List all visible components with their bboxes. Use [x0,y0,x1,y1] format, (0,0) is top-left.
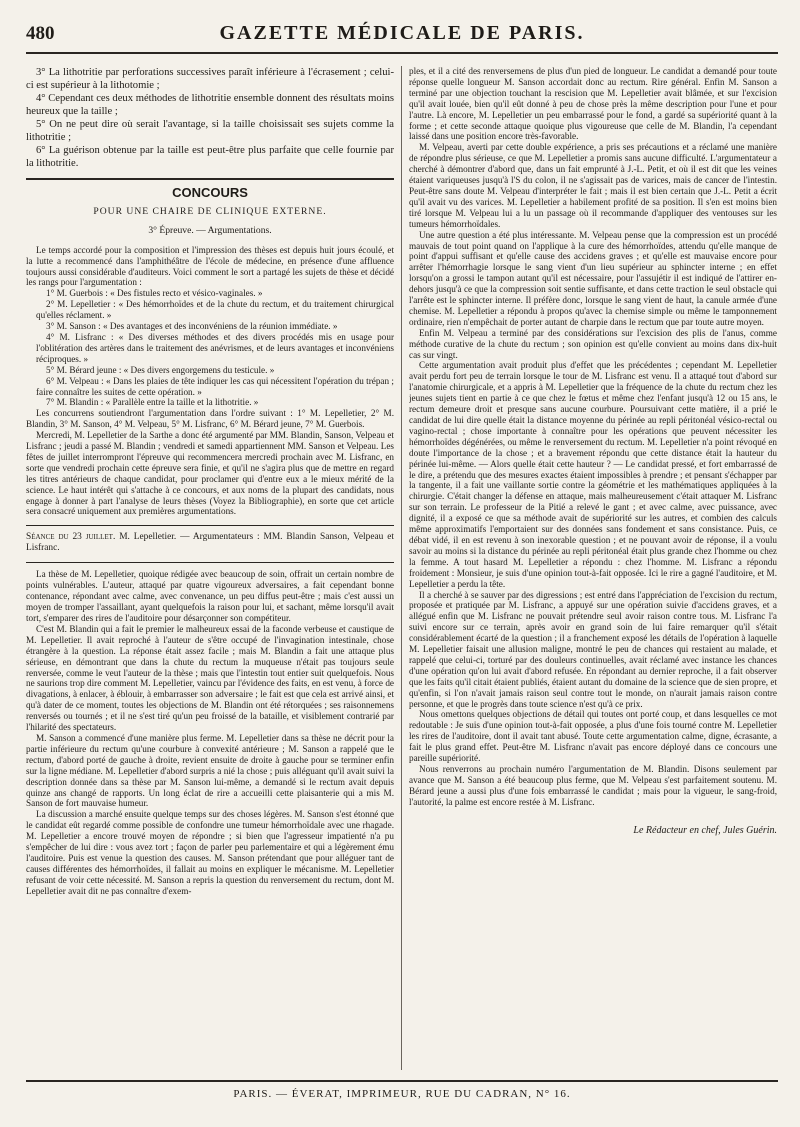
seance-participants: M. Lepelletier. — Argumentateurs : MM. Blandin Sanson, Velpeau et Lisfranc. [26,532,394,554]
left-column [26,66,394,1070]
right-column [409,66,777,1070]
section-divider [26,525,394,526]
conclusion-item: 6° La guérison obtenue par la taille est peut-être plus parfaite que celle fournie par la lithotritie. [26,145,394,169]
mercredi-paragraph: Mercredi, M. Lepelletier de la Sarthe a donc été argumenté par MM. Blandin, Sanson, Velpeau et Lisfranc ; jeudi a passé M. Blandin ; vendredi et samedi appartiennent MM. Sanson et Velpeau. Les fêtes de juillet interrompront l'épreuve qui recommencera mercredi prochain avec M. Lisfranc, en sorte que vendredi prochain cette épreuve sera finie, et qu'il ne s'agira plus que de mettre en regard les titres antérieurs de chaque candidat, pour proclamer qui d'entre eux a le mieux mérité de la science. Le haut intérêt qui s'attache à ce concours, et aux noms de la plupart des candidats, nous engage à donner à part l'analyse de leurs thèses (Voyez la Bibliographie), en sorte que cet article sera consacré uniquement aux premières argumentations. [26,430,394,517]
thesis-subject: 7° M. Blandin : « Parallèle entre la taille et la lithotritie. » [46,397,259,408]
section-heading: CONCOURS [172,185,248,200]
thesis-subject: 3° M. Sanson : « Des avantages et des inconvéniens de la réunion immédiate. » [46,321,338,332]
article-paragraph: M. Sanson a commencé d'une manière plus ferme. M. Lepelletier dans sa thèse ne décrit pour la partie inférieure du rectum qu'une courbure à convexité antérieure ; M. Sanson a rappelé que le rectum, d'abord porté de gauche à droite, revient ensuite de droite à gauche pour se terminer enfin sur la ligne médiane. M. Lepelletier d'abord surpris a nié la chose ; puis alléguant qu'il avait suivi la description donnée dans sa thèse par M. Sanson lui-même, a demandé si le rectum avait depuis quinze ans changé de rapports. Un long éclat de rire a accueilli cette plaisanterie qui a mis M. Sanson de fort mauvaise humeur. [26,732,394,809]
newspaper-page [26,22,778,1110]
editor-signature: Le Rédacteur en chef, Jules Guérin. [633,824,777,836]
thesis-subject: 5° M. Bérard jeune : « Des divers engorgemens du testicule. » [46,364,275,375]
conclusion-item: 4° Cependant ces deux méthodes de lithotritie ensemble donnent des résultats moins heureux que la taille ; [26,93,394,117]
seance-heading [26,532,394,554]
section-divider [26,562,394,563]
article-paragraph: M. Velpeau, averti par cette double expérience, a pris ses précautions et a réclamé une manière de répondre plus sérieuse, ce que M. Lepelletier a promis sans aucune difficulté. L'argumentateur a cherché à démontrer d'abord que, dans un fait emprunté à J.-L. Petit, et où il est dit que les veines étaient variqueuses jusqu'à l'S du colon, il ne s'agissait pas de varices, mais de cancer de l'intestin. Peut-être sans doute M. Velpeau d'interpréter le fait ; mais il est bien certain que J.-L. Petit a écrit qu'il avait vu des varices. M. Lepelletier a habilement profité de sa position. Il s'en est moins bien tiré lorsque M. Velpeau lui a lu un passage où il recommande d'appliquer des ventouses sur les tumeurs hémorrhoïdales. [409,142,777,229]
article-paragraph: La discussion a marché ensuite quelque temps sur des choses légères. M. Sanson s'est étonné que le candidat eût regardé comme possible de confondre une tumeur hémorrhoïdale avec une rhagade. M. Lepelletier a encore trouvé moyen de répondre ; si bien que l'agresseur impatienté n'a pu s'empêcher de lui dire : vous avez tort ; façon de parler peu parlementaire et qui a légèrement ému l'auditoire. Puis est venue la question des causes. M. Sanson prétendant que pour alléguer tant de causes différentes des hémorrhoïdes, il fallait au moins en expliquer le mécanisme. M. Lepelletier refusant de voir cette nécessité. M. Sanson a repris la question du renversement du rectum, dont M. Lepelletier avait dit ne pas connaître d'exem- [26,809,394,896]
thesis-subject: 4° M. Lisfranc : « Des diverses méthodes et des divers procédés mis en usage pour l'oblitération des artères dans le traitement des anévrismes, et de leurs avantages et inconvéniens réciproques. » [36,331,394,364]
section-divider [26,178,394,180]
masthead-title: GAZETTE MÉDICALE DE PARIS. [219,22,585,44]
article-paragraph: Cette argumentation avait produit plus d'effet que les précédentes ; cependant M. Lepelletier avait perdu fort peu de terrain lorsque le tour de M. Lisfranc est venu. Il a attaqué tout d'abord sur l'anatomie chirurgicale, et a appris à M. Lepelletier que la fréquence de la chute du rectum chez les jeunes sujets tient en partie à ce que chez le fœtus et même chez l'enfant jusqu'à 12 ou 15 ans, le rectum demeure droit et presque sans aucune courbure. Poursuivant cette matière, il a prié le candidat de lui dire quelle était la distance moyenne du périnée au repli péritonéal vésico-rectal ou vagino-rectal ; chose importante à connaître pour les opérations que peuvent nécessiter les hémorrhoïdes dégénérées, ou même le renversement du rectum. M. Lepelletier n'a point révoqué en doute l'importance de la chose ; et a bravement répondu que cette distance était la hauteur du périnée lui-même. — Alors quelle était cette hauteur ? — Le candidat pressé, et fort embarrassé de le dire, a prétendu que des mesures exactes étaient impossibles à prendre ; et pensant s'échapper par la tangente, il a fait une vaillante sortie contre la géométrie et les mathématiques appliquées à la chirurgie. C'était changer la défense en attaque, mais malheureusement c'était attaquer M. Lisfranc sur son terrain. Le professeur de la Pitié a relevé le gant ; et avec calme, avec puissance, avec dignité, il a exposé ce que sa méthode avait de supériorité sur les autres, et combien des calculs même approximatifs l'emportaient sur des données sans fondement et sans consistance. Puis, ce débat vidé, il en est revenu à son inexorable question ; et ne pouvant avoir de réponse, il a voulu savoir au moins si la distance du périnée au repli péritonéal était plus grande chez l'homme ou chez la femme. A tout hasard M. Lepelletier a répondu : chez l'homme. M. Lisfranc a répondu froidement : Monsieur, je suis d'une opinion tout-à-fait opposée. Ici le rire a gagné l'auditoire, et M. Lepelletier a perdu la tête. [409,360,777,589]
article-paragraph: Une autre question a été plus intéressante. M. Velpeau pense que la compression est un procédé mauvais de tout point quand on l'applique à la cure des hémorrhoïdes, attendu qu'elle manque de point d'appui suffisant et qu'elle cause des accidens graves ; et qu'elle est mauvaise encore pour arrêter l'hémorrhagie lorsque le sang vient d'un lieu supérieur au sphincter interne ; en effet lorsqu'on a grossi le tampon autant qu'il est nécessaire, pour l'assujétir il est indiqué de l'attirer en-dehors jusqu'à ce que la compression soit sentie suffisante, et dans cette traction le seul obstacle qui l'arrête est le sphincter interne. Il préfère donc, lorsque le sang vient de haut, la canule armée d'une chemise. M. Lepelletier a répondu à propos qu'avec la chemise simple ou même le tamponnement ordinaire, rien n'empêchait de porter autant de charpie dans le rectum que par toute autre moyen. [409,229,777,327]
page-header [26,22,778,54]
conclusions-list [26,66,394,170]
article-paragraph: Nous omettons quelques objections de détail qui toutes ont porté coup, et dans lesquelles ce mot redoutable : Je suis d'une opinion tout-à-fait opposée, a plus d'une fois tourné contre M. Lepelletier les rires de l'auditoire, dont il avait tant abusé. Toute cette argumentation calme, digne, écrasante, a fait le plus grand effet. Peut-être M. Lisfranc n'avait pas encore déployé dans ce concours une pareille supériorité. [409,709,777,764]
page-number: 480 [26,23,55,44]
intro-paragraph: Le temps accordé pour la composition et l'impression des thèses est depuis huit jours écoulé, et la lutte a recommencé dans l'amphithéâtre de l'école de médecine, en présence d'une affluence toujours aussi considérable d'auditeurs. Voici comment le sort a partagé les sujets de thèse et décidé les rangs pour l'argumentation : [26,244,394,288]
conclusion-item: 5° On ne peut dire où serait l'avantage, si la taille choisissait ses sujets comme la lithotritie ; [26,119,394,143]
conclusion-item: 3° La lithotritie par perforations successives paraît inférieure à l'écrasement ; celui-ci est supérieur à la lithotomie ; [26,67,394,91]
epreuve-title: 3° Épreuve. — Argumentations. [148,224,272,236]
article-paragraph: Il a cherché à se sauver par des digressions ; est entré dans l'appréciation de l'excision du rectum, proposée et pratiquée par M. Lisfranc, a appuyé sur une opération suivie d'accidens graves, et a allégué enfin que M. Lisfranc ne pouvait prétendre seul avoir raison contre tous. M. Lisfranc l'a suivi encore sur ce terrain, après avoir en grand soin de lui faire remarquer qu'il s'était considérablement écarté de la question ; il a franchement exposé les détails de l'opération à laquelle M. Lepelletier faisait une allusion maligne, montré le peu de chances qui restaient au malade, et rappelé que celui-ci, torturé par des douleurs continuelles, avait réclamé avec instance les chances d'une opération qu'on lui avait d'abord refusée. En répondant au dernier reproche, il a fait observer que les faits qu'il citait étaient publiés, étaient autant du domaine de la science que de sien propre, et qu'enfin, si l'on n'avait jamais raison seul contre tout le monde, on n'aurait jamais raison contre personne, et que le progrès dans toute science n'est qu'à ce prix. [409,589,777,709]
article-body [26,66,778,1070]
article-paragraph: ples, et il a cité des renversemens de plus d'un pied de longueur. Le candidat a demandé pour toute réponse quelle longueur M. Sanson accordait donc au rectum. Rire général. Enfin M. Sanson a terminé par une objection touchant la rescision que M. Lepelletier avait blâmée, et sur l'excision qu'il avait louée, bien qu'il eût donné à peu de chose près la même description pour l'une et pour l'autre. Là encore, M. Lepelletier un peu embarrassé pour le fond, a gardé sa supériorité quant à la forme ; et cette seconde attaque quoique plus vigoureuse que celle de M. Blandin, l'a cependant laissé dans une position encore très-favorable. [409,66,777,142]
thesis-subject: 1° M. Guerbois : « Des fistules recto et vésico-vaginales. » [46,288,263,299]
printer-imprint: PARIS. — ÉVERAT, IMPRIMEUR, RUE DU CADRAN, N° 16. [26,1080,778,1110]
order-paragraph: Les concurrens soutiendront l'argumentation dans l'ordre suivant : 1° M. Lepelletier, 2° M. Blandin, 3° M. Sanson, 4° M. Velpeau, 5° M. Lisfranc, 6° M. Bérard jeune, 7° M. Guerbois. [26,408,394,430]
article-paragraph: C'est M. Blandin qui a fait le premier le malheureux essai de la faconde verbeuse et caustique de M. Lepelletier. Il avait reproché à l'auteur de s'être occupé de l'invagination intestinale, chose étrangère à la question. La réponse était assez facile ; mais M. Blandin a fait une attaque plus sérieuse, en démontrant que dans la chute du rectum la muqueuse n'était pas toujours seule renversée, comme le veut l'auteur de la thèse ; mais que l'intestin tout entier suit quelquefois. Nous ne saurions trop dire comment M. Lepelletier, vaincu par l'évidence des faits, en est venu, à force de divagations, à enlacer, à éblouir, à embarrasser son adversaire ; le fait est que cela est arrivé ainsi, et qu'à dater de ce moment, toutes les objections de M. Blandin ont été rétorquées ; ses raisonnemens renversés ou tournés ; et il ne s'est tiré qu'un peu froissé de la bataille, et visiblement contrarié par l'hilarité des spectateurs. [26,623,394,733]
thesis-subject: 2° M. Lepelletier : « Des hémorrhoïdes et de la chute du rectum, et du traitement chirurgical qu'elles réclament. » [36,299,394,321]
thesis-subject: 6° M. Velpeau : « Dans les plaies de tête indiquer les cas qui nécessitent l'opération du trépan ; faire connaître les suites de cette opération. » [36,375,394,397]
seance-date: Séance du 23 juillet. [26,532,116,543]
column-rule [401,66,402,1070]
article-paragraph: La thèse de M. Lepelletier, quoique rédigée avec beaucoup de soin, offrait un certain nombre de points vulnérables. L'auteur, attaqué par quatre vigoureux adversaires, a fait cependant bonne contenance, répondant avec calme, avec convenance, un peu diffus peut-être ; mais c'est aussi un moyen de tromper l'assaillant, ayant quelquefois la raison pour lui, et sachant, même lorsqu'il avait tort, s'emparer des rires de l'auditoire pour désarçonner son compétiteur. [26,569,394,623]
section-subheading: POUR UNE CHAIRE DE CLINIQUE EXTERNE. [93,205,327,217]
article-paragraph: Enfin M. Velpeau a terminé par des considérations sur l'excision des plis de l'anus, comme méthode curative de la chute du rectum ; son opinion est qu'elle convient au moins dans dix-huit cas sur vingt. [409,327,777,360]
article-paragraph: Nous renverrons au prochain numéro l'argumentation de M. Blandin. Disons seulement par avance que M. Sanson a été beaucoup plus ferme, que M. Velpeau s'est parfaitement soutenu. M. Bérard jeune a aussi plus d'une fois embarrassé le candidat ; mais pour la vigueur, le sang-froid, l'autorité, la palme est encore restée à M. Lisfranc. [409,764,777,807]
